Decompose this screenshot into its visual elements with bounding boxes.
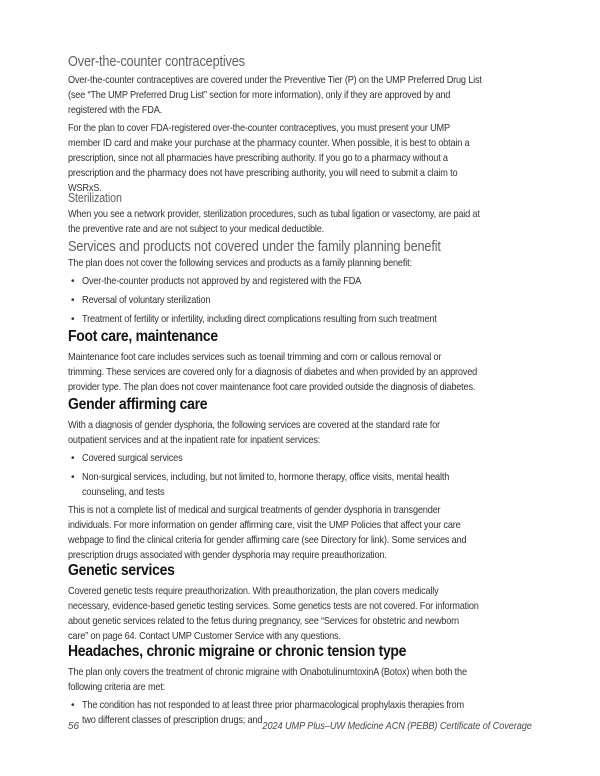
text-line: webpage to find the clinical criteria for gender affirming care (see Directory for link). Some services and (68, 535, 467, 546)
gender-affirming-paragraph-1 (68, 418, 540, 448)
text-line: • Non-surgical services, including, but not limited to, hormone therapy, office visits, mental health (82, 472, 450, 483)
text-line: • Treatment of fertility or infertility, including direct complications resulting from such treatment (82, 314, 437, 325)
text-line: trimming. These services are covered only for a diagnosis of diabetes and when provided by an approved (68, 367, 478, 378)
text-line: individuals. For more information on gender affirming care, visit the UMP Policies that affect your care (68, 520, 461, 531)
text-line: WSRxS. (68, 183, 102, 194)
section-heading-sterilization (68, 191, 540, 206)
text-line: • Reversal of voluntary sterilization (82, 295, 211, 306)
section-heading-headaches (68, 643, 540, 661)
list-item (68, 293, 540, 308)
text-line: necessary, evidence-based genetic testing services. Some genetics tests are not covered. For information (68, 601, 479, 612)
text-line: Covered genetic tests require preauthorization. With preauthorization, the plan covers medically (68, 586, 439, 597)
text-line: the preventive rate and are not subject to your medical deductible. (68, 224, 325, 235)
text-line: registered with the FDA. (68, 105, 163, 116)
genetic-services-paragraph (68, 584, 540, 644)
section-heading-genetic-services (68, 562, 540, 580)
text-line: member ID card and make your purchase at the pharmacy counter. When possible, it is best to obtain a (68, 138, 470, 149)
text-line: Maintenance foot care includes services such as toenail trimming and corn or callous removal or (68, 352, 442, 363)
foot-care-paragraph (68, 350, 540, 395)
text-line: prescription drugs associated with gender dysphoria may require preauthorization. (68, 550, 387, 561)
heading-text: Gender affirming care (68, 396, 208, 413)
otc-paragraph-2 (68, 121, 540, 196)
text-line: • The condition has not responded to at least three prior pharmacological prophylaxis therapies from (82, 700, 464, 711)
text-line: For the plan to cover FDA-registered over-the-counter contraceptives, you must present your UMP (68, 123, 450, 134)
text-line: The plan does not cover the following services and products as a family planning benefit: (68, 258, 412, 269)
family-planning-exclusion-list (68, 274, 540, 327)
text-line: • Over-the-counter products not approved by and registered with the FDA (82, 276, 362, 287)
heading-text: Genetic services (68, 562, 175, 579)
section-heading-otc-contraceptives (68, 53, 540, 71)
heading-text: Over-the-counter contraceptives (68, 53, 245, 70)
list-item (68, 451, 540, 466)
heading-text: Sterilization (68, 191, 122, 205)
gender-affirming-services-list (68, 451, 540, 500)
heading-text: Foot care, maintenance (68, 328, 218, 345)
otc-paragraph-1 (68, 73, 540, 118)
section-heading-family-planning-exclusions (68, 238, 540, 256)
text-line: With a diagnosis of gender dysphoria, the following services are covered at the standard rate for (68, 420, 440, 431)
text-line: The plan only covers the treatment of chronic migraine with OnabotulinumtoxinA (Botox) when both the (68, 667, 467, 678)
heading-text: Services and products not covered under the family planning benefit (68, 238, 441, 255)
text-line: about genetic services related to the fetus during pregnancy, see “Services for obstetric and newborn (68, 616, 459, 627)
section-heading-gender-affirming-care (68, 396, 540, 414)
text-line: prescription and the pharmacy does not have prescribing authority, you will need to submit a claim to (68, 168, 458, 179)
section-heading-foot-care (68, 328, 540, 346)
text-line: When you see a network provider, sterilization procedures, such as tubal ligation or vasectomy, are paid at (68, 209, 480, 220)
gender-affirming-paragraph-2 (68, 503, 540, 563)
family-planning-intro (68, 256, 540, 271)
text-line: following criteria are met: (68, 682, 166, 693)
text-line: Over-the-counter contraceptives are covered under the Preventive Tier (P) on the UMP Preferred Drug List (68, 75, 482, 86)
text-line: two different classes of prescription drugs; and (82, 715, 263, 726)
text-line: This is not a complete list of medical and surgical treatments of gender dysphoria in transgender (68, 505, 441, 516)
heading-text: Headaches, chronic migraine or chronic tension type (68, 643, 407, 660)
text-line: counseling, and tests (82, 487, 165, 498)
headaches-paragraph (68, 665, 540, 695)
list-item (68, 274, 540, 289)
list-item (68, 312, 540, 327)
list-item (68, 470, 540, 500)
page-footer (68, 721, 532, 732)
text-line: (see “The UMP Preferred Drug List” section for more information), only if they are approved by and (68, 90, 451, 101)
text-line: provider type. The plan does not cover maintenance foot care provided outside the diagnosis of diabetes. (68, 382, 476, 393)
page-number: 56 (68, 721, 79, 732)
text-line: outpatient services and at the inpatient rate for inpatient services: (68, 435, 321, 446)
footer-document-title: 2024 UMP Plus–UW Medicine ACN (PEBB) Certificate of Coverage (262, 721, 532, 732)
text-line: • Covered surgical services (82, 453, 183, 464)
text-line: care” on page 64. Contact UMP Customer Service with any questions. (68, 631, 341, 642)
sterilization-paragraph (68, 207, 540, 237)
text-line: prescription, since not all pharmacies have prescribing authority. If you go to a pharmacy without a (68, 153, 448, 164)
